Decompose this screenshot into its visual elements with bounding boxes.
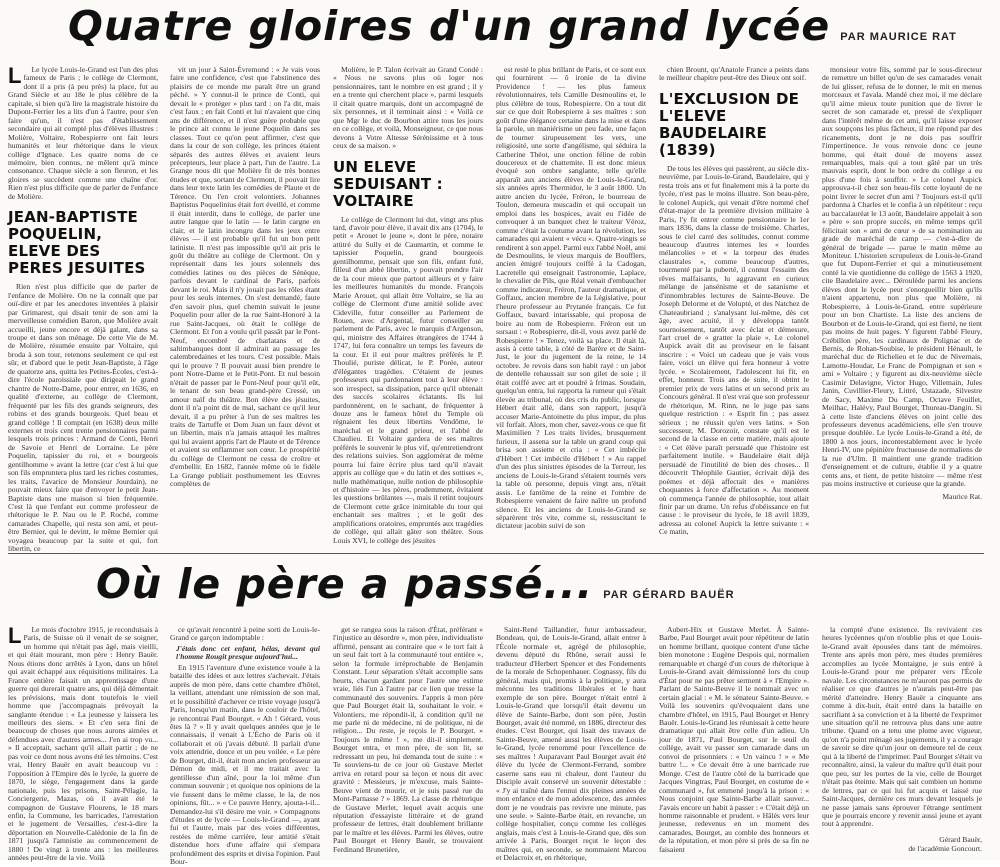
article1-col1-text: Rien n'est plus difficile que de parler de l'enfance de Molière. On ne la connaît que par ouï-dire et par les anecdotes inventées à plaisir par Grimarest, qui disait tenir de son ami la merveilleuse comédien Baron, que Molière avait accueilli, jeune encore et déjà galant, dans sa troupe et dans son ménage. De cette Vie de M. de Molière, résumée ensuite par Voltaire, qui broda à son tour, retenons seulement ce qui est sûr, et d'abord que le petit Jean-Baptiste, à l'âge de quatorze ans, quitta les Petites-Écoles, c'est-à-dire l'école paroissiale que dirigeait le grand chantre de Notre-Dame, pour entrer, en 1636, en qualité d'externe, au collège de Clermont, fréquenté par les fils des grands seigneurs, des robins et des grands bourgeois. Quel beau et grand collège ! Il comptait (en 1638) deux mille externes et trois cent trente pensionnaires parmi lesquels trois princes : Armand de Conti, Henri de Savoie et Henri de Lorraine. Le père Poquelin, tapissier du roi, et « bourgeois gentilhomme » avant la lettre (car c'est à lui que son fils empruntera plus tard les riches costumes, les traits, l'avarice de Monsieur Jourdain), ne pouvait mieux faire que d'envoyer le petit Jean-Baptiste dans une maison si bien fréquentée. C'est là que l'enfant eut comme professeur de rhétorique le P. Nau ou le P. Roché, comme camarades Chapelle, qui resta son ami, et peut-être Bernier, qui le devint, le même Bernier qui voyagea beaucoup par la suite et qui, fort libertin, ce <box>8 282 158 554</box>
article1-subhead-voltaire: UN ELEVE SEDUISANT : VOLTAIRE <box>333 157 443 210</box>
article1-col3-text2: Le collège de Clermont lui dut, vingt ans plus tard, d'avoir pour élève, il avait dix ans (1704), le petit « Arouet le jeune », dont le père, notaire attitré du Sully et de Caumartin, et comme le tapissier Poquelin, grand bourgeois gentilhomme, pensait que son fils, enfant futé, filleul d'un abbé libertin, y pouvait prendre l'air de la cour mieux que partout ailleurs et y faire les meilleures humanités du monde. François Marie Arouet, qui allait être Voltaire, se lia au collège de Clermont d'une amitié solide avec Cideville, futur conseiller au Parlement de Rouen, avec d'Argental, futur conseiller au parlement de Paris, avec le marquis d'Argenson, qui, ministre des Affaires étrangères de 1744 à 1747, lui fera connaître un temps les faveurs de la cour. Et il eut pour maîtres préférés le P. Thoulié, puriste délicat, le P. Porée, auteur d'élégantes tragédies. C'étaient de jeunes professeurs qui pardonnaient tout à leur élève : son irrespect, sa dissipation, parce qu'il obtenait des succès scolaires éclatants. Ils lui pardonnèrent, en le sachant, de fréquenter à douze ans le fameux hôtel du Temple où régnaient les deux libertins Vendôme, le maréchal et le grand prieur, et l'abbé de Chaulieu. Et Voltaire gardera de ses maîtres préférés le souvenir le plus vif, qu'entretiendront des relations suivies. Son agglomérat de mème pourra lui faire écrire plus tard qu'il n'avait appris au collège que « du latin et des sottises », nulle mathématique, nulle notion de philosophie et d'histoire — les pères, prudemment, évitaient les questions brûlantes —, mais il retint toujours de Clermont cette grâce inimitable du tour qui enchantait ses maîtres ; et le goût des amplifications oratoires, empruntés aux tragédies de collège, qui allait gâter son théâtre. Sous Louis XVI, le collège des jésuites <box>333 214 483 545</box>
article1-col4-text: est resté le plus brillant de Paris, et ce sont eux qui fournirent — ô ironie de la divine Providence ! — les plus fameux révolutionnaires, tels Camille Desmoulins et, le plus célèbre de tous, Robespierre. On a tout dit sur ce que doit Robespierre à ses maîtres : son goût d'une élégance certaine dans la mise et dans la parole, un maniérisme un peu fade, une façon de tourner sirupeusement les vers, une religiosité, une sorte d'angélisme, qui séduira la Catherine Théot, une onction féline de robin doucereux et de chattemite. Il est donc mieux évoqué son ombre sanglante, telle qu'elle apparaît aux anciens élèves de Louis-le-Grand, six années après Thermidor, le 3 août 1800. Un autre ancien du lycée, Fréron, le bourreau de Toulon, demeura muscadin et qui occupait un emploi dans les hospices, avait eu l'idée de convoquer à un banquet chez le traiteur Véroz, comme c'était la coutume avant la révolution, les camarades qui avaient « vécu ». Quatre-vingts se rendirent à son appel. Parmi eux l'abbé Noël, ami de Desmoulins, le vieux marquis de Boufflers, ancien émigré toujours coiffé à la Cadogan, Lacretelle qui enseignait l'astronomie, Laplace, le chevalier de Pils, que Réal venait d'embaucher comme indicateur, Fréron, l'auteur dramatique, et Goffaux, ancien membre de la Législative, pour l'heure professeur au Prytanée français. Ce fut Goffaux, bavard intarissable, qui proposa de boire au nom de Robespierre. Fréron eut un sursaut : « Robespierre, dit-il, vous avez parlé de Robespierre ! » Tenez, voilà sa place. Il était là, assis à cette table, à côté de Barère et de Saint-Just, le jour du jugement de la reine, le 14 octobre. Je revois dans son habit rayé : un jabot de dentelle rehaussait sur son gilet de soie ; il était coiffé avec art et poudré à frimas. Soudain, quelqu'un entra, lui rapporta la rumeur qui s'était élevée au tribunal, où des cris du public, lorsque Hébert était allé, dans son rapport, jusqu'à accuser Marie-Antoinette du plus impur, du plus vil forfait. Alors, mon cher, savez-vous ce que fit Maximilien ? Les traits livides, brusquement furieux, il assena sur la table un grand coup qui brisa son assiette et cria : « Cet imbécile d'Hébert ! Cet imbécile d'Hébert ! » Au rappel d'un des plus sinistres épisodes de la Terreur, les anciens de Louis-le-Grand s'étaient tournés vers la table où personne, depuis vingt ans, n'était assis. Le fantôme de la reine et l'ombre de Robespierre venaient de faire naître un profond silence. Et les anciens de Louis-le-Grand se séparèrent très vite, comme si, ressuscitant le dictateur jacobin suivi de son <box>496 65 646 531</box>
article-separator <box>8 553 984 554</box>
article2-byline: PAR GÉRARD BAUËR <box>603 589 735 601</box>
article1-subhead-moliere: JEAN-BAPTISTE POQUELIN, ELEVE DES PERES JESUITES <box>8 208 146 278</box>
article2-col6-text: la compté d'une existence. Ils revivaient ces heures lycéennes qu'on n'oublie plus et que Louis-le-Grand avait épousées dans tant de mémoires. Trente ans après mon père, mes études premières accomplies au lycée Montaigne, je suis entré à Louis-le-Grand pour me préparer vers l'École navale. Les circonstances ne m'auront pas permis de réaliser ce que d'autres je n'aurais peut-être pas mérité d'atteindre. Henry Bauër a cinquante ans comme à dix-huit, était entré dans la bataille en sacrifiant à sa conviction et à la liberté de l'exprimer une situation qu'il ne retrouva plus dans une autre tribune. Quand on a tenu une plume avec vigueur, qu'on n'a point ménagé ses jugements, il y a courage de savoir se dire qu'un jour on demeure tel de ceux qui à la liberté de l'imprimer. Paul Bourget s'était vu reconnaître, ainsi, la valeur du maître qu'il était pour que peu, sur les portes de la vie, celle de Bourget n'était pas éteinte. Mais qui sait combien un homme de lettres, par ce qui lui fut acquis et laissé rue Saint-Jacques, dernière ces murs devant lesquels je ne passe jamais sans éprouver l'étrange sentiment que je pourrais encore y revenir aussi jeune et ayant tout à apprendre. <box>822 625 982 829</box>
article1-intro-text: Le lycée Louis-le-Grand est l'un des plus fameux de Paris ; le collège de Clermont, dont il a pris (à peu près) la place, fut au Grand Siècle et au 18e le plus célèbre de la capitale, si bien qu'à lire la magistrale histoire du Dupont-Ferrier les a lits d'un à l'autre, pour s'en faire qu'un, il n'est pas d'établissement secondaire qui ait compté plus d'élèves illustres : Molière, Voltaire, Robespierre ont fait leurs humanités et leur rhétorique dans le vieux collège d'Ignace. Les quatre noms de ce mémoire, bien connus, ne mêlent qu'à mince consonance. Chaque siècle a son fleuron, et les gloires se succèdent comme une chaîne d'or. Rien n'est plus difficile que de parler de l'enfance de Molière. <box>8 65 158 201</box>
article1-column-5 <box>659 66 809 550</box>
article1-column-3 <box>333 66 483 550</box>
article2-column-3 <box>333 626 483 858</box>
article1-col5-text: chien Brount, qu'Anatole France a peints dans le meilleur chapitre peut-être des Dieux ont soif. <box>659 65 809 83</box>
article1-column-4 <box>496 66 646 550</box>
article1-col2-text: vit un jour à Saint-Évremond : « Je vais vous faire une confidence, c'est que l'abstinence des plaisirs de ce monde me paraît être un grand péché. » Y connut-il le prince de Conti, qui devait le « protéger » plus tard : on l'a dit, mais c'est faux ; en fait Conti et lui n'avaient que cinq ans de différence, et il n'est guère probable que le prince ait connu le jeune Poquelin dans ses classes. Tout ce qu'on peut affirmer, c'est que dans la cour de son collège, les princes étaient séparés des autres élèves et avaient leurs précepteurs, leur place à part, l'un de l'autre. La Grange nous dit que Molière fit de très bonnes études et que, sortant de Clermont, il pouvait lire dans leur texte latin les comédies de Plaute et de Térence. On l'en croit volontiers. Johannes Baptistus Poquelinius était fort éveillé, et comme il était interdit, dans le collège, de parler une autre langue que le latin — le latin cargne en clair, et le latin incongru dans les jeux entre élèves — il est probable qu'il fut un bon petit latiniste. Il n'est pas impossible qu'il ait pris le goût du théâtre au collège de Clermont. On y représentait dans les jours solennels des comédies latines ou des pièces de Sénèque, parfois devant le cardinal de Paris, parfois devant le roi. Mais il n'y jouait pas les rôles étant pour les seuls internes. On s'est demandé, faute d'en savoir plus, quel chemin suivait le jeune Poquelin pour aller de la rue Saint-Honoré à la rue Saint-Jacques, où était le collège de Clermont. Et l'on a voulu qu'il passât par le Pont-Neuf, encombré de charlatans et de saltimbanques dont il admirait au passage les calembredaines et les tours. C'est possible. Mais qui le prouve ? Il pouvait aussi bien prendre le pont Notre-Dame et le Petit-Pont. Et nul besoin n'était de passer par le Pont-Neuf pour qu'il eût, le tenant de son beau grand-père Cressé, un amour naïf du théâtre. Bon élève des jésuites, dont il n'a point dit de mal, sachant ce qu'il leur devait, il a pu prêter à l'un de ses maîtres les traits de Tartuffe et Dom Juan un faux dévot et un libertin, mais n'a jamais attaqué les maîtres qui lui avaient appris l'art de Plaute et de Térence et avaient su enflammer son cœur. Le prospérité du collège de Clermont ne cessa de croître et d'embellir. En 1682, l'année même où le fidèle La Grange publiait posthumement les Œuvres complètes de <box>170 65 320 489</box>
article1-title <box>68 2 957 50</box>
article1-byline: PAR MAURICE RAT <box>840 31 957 43</box>
article2-col5-text: Aubert-Hix et Gustave Merlet. À Sainte-Barbe, Paul Bourget avait pour répétiteur de latin un homme brillant, quoique content d'une tâche bien monotone : Eugène Despois qui, normalien remarquable et chargé d'un cours de rhétorique à Louis-le-Grand avait démissionné lors du coup d'État pour ne pas prêter serment à « l'Empire ». Parlant de Sainte-Beuve il le nommait avec un certain glacial : « M. le sénateur Sainte-Beuve. » Voilà les souvenirs qu'évoquaient dans une chambre d'hôtel, en 1915, Paul Bourget et Henry Bauër. Louis-le-Grand les réunissait à cette heure dramatique qui allait être celle d'un adieu. Un jour de 1871, Paul Bourget, sur le seuil du collège, avait vu passer son camarade dans un convoi de prisonniers : « Un vaincu ! » « Me battre !... » Ce devait être à une barricade rue Monge. C'est de l'autre côté de la barricade que Jacques Vingtras, Paul Bourget, en costume de « communard », fut emmené jusqu'à la prison : « Nous conjoint que Sainte-Barbe allait sauver... J'avais encore un habit à passer : « C'était déjà un homme raisonnable et prudent. » Hâlés vers leur jeunesse, redevenus en un moment des camarades, Bourget, au comble des honneurs et de la réputation, et mon père si près de sa fin ne faisaient <box>659 625 809 854</box>
article2-title <box>96 560 735 608</box>
article2-column-2 <box>170 625 320 867</box>
article1-col5-text2: De tous les élèves qui passèrent, au siècle dix-neuvième, par Louis-le-Grand, Baudelaire, qui y resta trois ans et fut finalement mis à la porte du lycée, n'est pas le moins illustre. Son beau-père, le colonel Aupick, qui venait d'être nommé chef d'état-major de la première division militaire à Paris, l'y fit entrer comme pensionnaire le 1er mars 1836, dans la classe de troisième. Charles, sous le ciel carré des solitudes, connut comme beaucoup d'autres internes les « lourdes mélancolies » et « la torpeur des études claustrales », comme beaucoup d'autres, tourmenté par la puberté, il connut l'essaim des rêves malfaisants, lu aggravant en curieux mélange de jansénisme et de satanisme et d'innombrables lectures de Sainte-Beuve. De Joseph Delorme et de Volupté, et des Natchez de Chateaubriand ; s'analysant lui-même, dès cet âge, avec acuité, il y développa tantôt sournoisement, tantôt avec éclat et démesure, l'art cruel de « gratter la plaie ». Le colonel Aupick avait dit au proviseur en le faisant inscrire : « Voici un cadeau que je vais vous faire, voici un élève qui fera honneur à votre lycée. » Scolairement, l'adolescent lui fit, en effet, honneur. Trois ans de suite, il obtint le premier prix de vers latins et un second prix au Concours général. Il n'est vrai que son professeur de rhétorique, M. Rinn, ne le juge pas sans quelque restriction : « Esprit fin ; pas assez sérieux ; ne réussit qu'en vers latins. » Son successeur, M. Dorozoir, constate qu'il est le second de la classe en cette matière, mais ajoute : « Cet élève paraît persuadé que l'histoire est parfaitement inutile. » Baudelaire était déjà persuadé de l'inutilité de bien des choses... Il découvrit Théophile Gautier, écrivait déjà des poèmes et déjà affectait des « manières choquantes à force d'affectation ». Au moment où commença l'année de philosophie, tout allait finir par un drame. Un refus d'obéissance en fut cause : le proviseur du lycée, le 18 avril 1839, adressa au colonel Aupick la lettre suivante : « Ce matin, <box>659 163 809 537</box>
article1-column-1 <box>8 63 158 554</box>
article2-headline: Où le père a passé... <box>96 560 594 608</box>
article2-signature-name: Gérard Bauër, <box>939 834 982 844</box>
article2-column-4 <box>496 625 646 863</box>
article2-col1-text <box>8 623 158 863</box>
article2-col2-text: ce qu'avait rencontré à peine sorti de Louis-le-Grand ce garçon indomptable : <box>170 625 320 643</box>
article1-column-6 <box>822 66 982 550</box>
article1-col3-text: Molière, le P. Talon écrivait au Grand Condé : « Nous ne savons plus où loger nos pensionnaires, tant le nombre en est grand ; il y en a trente qui cherchent place », parmi lesquels il citait quatre marquis, dont un accompagné de six personnes, et il terminait ainsi : « Voilà ce que Mgr le duc de Bourbon attire tous les jours en ce collège, et voilà, Monseigneur, ce que nous devons à Votre Altesse Sérénissime et à tous ceux de sa maison. » <box>333 65 483 151</box>
article1-headline: Quatre gloires d'un grand lycée <box>68 2 831 50</box>
article1-signature: Maurice Rat. <box>942 491 982 501</box>
article1-subhead-baudelaire: L'EXCLUSION DE L'ELEVE BAUDELAIRE (1839) <box>659 89 800 159</box>
article1-col6-text: monsieur votre fils, sommé par le sous-directeur de remettre un billet qu'un de ses camarades venait de lui glisser, refusa de le donner, le mit en menus morceaux et l'avala. Mandé chez moi, il me déclare qu'il aime mieux toute punition que de livrer le secret de son camarade et, pressé de s'expliquer dans l'intérêt même de cet ami, qu'il laisse exposer aux soupçons les plus fâcheux, il me répond par des ricanements, dont je ne dois pas souffrir l'impertinence. Je vous renvoie donc ce jeune homme, qui était doué de moyens assez remarquables, mais qui a tout gâté par un très mauvais esprit, dont le bon ordre du collège a eu plus d'une fois à souffrir. » Le colonel Aupick approuva-t-il chez son beau-fils cette loyauté de ne point livrer le secret d'un ami ? Toujours est-il qu'il pardonna à Charles et le confia à un répétiteur : reçu au baccalauréat le 13 août, Baudelaire appelait à son « père » son propre succès, en même temps qu'il félicitait son « ami de cœur » de sa nomination au grade de maréchal de camp — c'est-à-dire de général de brigade — parue le matin même au Moniteur. L'historien scrupuleux de Louis-le-Grand que fut Dupont-Ferrier et qui a minutieusement conté la vie quotidienne du collège de 1563 à 1920, cite Baudelaire avec... Déroulède parmi les anciens élèves dont le lycée peut s'enorgueillir bien qu'ils n'aient appartenu, non plus que Molière, ni Robespierre, à Louis-le-Grand, entre supérieure pour un bon Chartiste. La liste des anciens de Bourbon et de Louis-le-Grand, qui est fierté, ne tient pas moins de huit pages. Y figurent l'abbé Fleury, Crébillon père, les cardinaux de Polignac et de Bernis, de Rohan-Soubise, le président Hénault, le maréchal duc de Richelieu et le duc de Nivernais, Lamotte-Houdar, Le Franc de Pompignan et son « ami » Voltaire ; y figurent au dix-neuvième siècle Casimir Delavigne, Victor Hugo, Villemain, Jules Janin, Cuvillier-Fleury, Littré, Ustazade, Silvestre de Sacy, Maxime Du Camp, Octave Feuillet, Meilhac, Halévy, Paul Bourget, Thureau-Dangin. Si à cette liste d'anciens élèves on joint celle des professeurs devenus académiciens, elle s'en trouve presque doublée. Le lycée Louis-le-Grand a été, de 1800 à nos jours, incontestablement avec le lycée Henri-IV, une pépinière fructueuse de normaliens de la rue d'Ulm. Il maintient une grande tradition d'enseignement et de culture, établie il y a quatre cents ans, et tient, de petite histoire — même n'est pas moins instructive et curieuse que la grande. <box>822 65 982 489</box>
article2-col3-text: get se rangea sous la raison d'État, préférant « l'injustice au désordre », mon père, individualiste affirmé, pensant au contraire que « le tort fait à un seul fait tort à la communauté tout entière », selon la formule irréprochable de Benjamin Constant. Leur séparation s'était accomplie sans heurts, chacun gardant pour l'autre une estime vraie, liés l'un à l'autre par ce lien que tresse la communauté des souvenirs. J'appris à mon père que Paul Bourget était là, souhaitant le voir. « Volontiers, me répondit-il, à condition qu'il ne me parle ni de médecine, ni de politique, ni de religion... Du reste, je reçois le P. Bourget. » Toujours le même ! », me dit-il simplement. Bourget entra, et mon père, de son lit, se redressant un peu, lui demanda tout de suite : « Te souviens-tu de ce jour où Gustave Merlet arriva en retard pour sa leçon et nous dit avec gravité : Messieurs, je m'excuse, mais Sainte-Beuve vient de mourir, et je suis passé rue du Mont-Parnasse ? » 1869. La classe de rhétorique de Gustave Merlet, lequel avait acquis une réputation d'essayiste littéraire et de grand professeur de lettres, était doublement brillante par le maître et les élèves. Parmi les élèves, outre Paul Bourget et Henry Bauër, se trouvaient Ferdinand Brunetière, <box>333 625 483 854</box>
article2-col2-text2: En 1915 l'aventure d'une existence vouée à la bataille des idées et aux lettres s'achevait. J'étais auprès de mon père, dans cette chambre d'hôtel, la veillant, attendant une rémission de son mal, et le possibilité d'achever ce triste voyage jusqu'à Paris, lorsqu'un matin, dans le couloir de l'hôtel, je rencontrai Paul Bourget. « Ah ! Gérard, vous êtes là ? » Il y avait quelques années que je le connaissais, il venait à L'Écho de Paris où il collaborait et où j'avais débuté. Il parlait d'une voix attendrie, douce et un peu voilée. « Le père de Bourget, dit-il, était mon ancien professeur au Démon de midi, et il me traitait avec la gentillesse d'un aîné, pour la loi même d'un commun souvenir ; et quoique nos opinions de la vie fussent dans le même classe, le la, de nos opinions, fût... » « Ce pauvre Henry, ajouta-t-il... Demandez-lui s'il désire me voir. » Compagnons d'études et de lycée — Louis-le-Grand —, ayant fui et l'autre, mais par des voies différentes, restées de même carrière, leur amitié s'était distendue hors d'une affaire qui s'empara profondément des esprits et divisa l'opinion. Paul Bour- <box>170 662 320 867</box>
article1-column-2 <box>170 66 320 550</box>
article2-poem: J'étais donc cet enfant, hélas, devant qui l'homme Rougit presque aujourd'hui... <box>176 643 320 662</box>
article2-column-5 <box>659 626 809 858</box>
article2-column-1 <box>8 623 158 863</box>
article1-intro <box>8 63 158 201</box>
article2-column-6 <box>822 626 982 858</box>
article2-col4-text: Saint-René Taillandier, futur ambassadeur, Bondeau, qui, de Louis-le-Grand, allait entrer à l'École normale et, agrégé de philosophie, devenu député du Rhône, serait aussi le traducteur d'Herbert Spencer et des Fondements de la morale de Schopenhauer. Cognassy, fils du général, mais qui, promis à la politique, y aura méconnu les traditions libérales et le haut exemple de son père. Bourget n'était entré à Louis-le-Grand que lorsqu'il était devenu un élève de Sainte-Barbe, dont son père, Justin Bourget, avait été nommé, en 1886, directeur des études. C'est Bourget, qui lisait des travaux de Sainte-Beuve, amené aussi les élèves de Louis-le-Grand, lycée renommé pour l'excellence de ses maîtres ! Auparavant Paul Bourget avait été élève du lycée de Clermont-Ferrand, sombre caserne sans eau ni chaleur, dont l'auteur du Disciple avait conservé un souvenir détestable : « J'y ai traîné dans l'ennui dix pleines années de mon enfance et de mon adolescence, des années dont je ne voudrais pas revivre une minute, pas une seule. » Sainte-Barbe était, en revanche, un collège hospitalier, conçu comme les collèges anglais, mais c'est à Louis-le-Grand que, dès son arrivée à Paris, Bourget reçut le leçon des maîtres qui, en seconde, se nommaient Marcou et Delacroix et, en rhétorique, <box>496 625 646 863</box>
article2-col1-body: Le mois d'octobre 1915, je reconduisais à Paris, de Suisse où il venait de se soigner, un homme qui n'était pas âgé, mais vieilli, et qui était mourant, mon père : Henry Bauër. Nous étions donc arrêtés à Lyon, dans un hôtel qui avait échappé aux réquisitions militaires. La France entière faisait un apprentissage d'une guerre qui durerait quatre ans, qui déjà démentait les prévisions, mais dont toutefois le vieil homme que j'accompagnais prévoyait la sanglante étendue : « La jeunesse y laissera les meilleurs des siens. » Et c'en sera fini de beaucoup de choses que nous aurons aimées et défendues avec d'autres armes... J'en ai trop vu... » Il acceptait, sachant qu'il allait partir ; de ne pas voir ce dont nous avons été les témoins. C'est vrai, Henry Bauër en avait beaucoup vu : l'opposition à l'Empire dès le lycée, la guerre de 1870, le siège, l'engagement dans la garde nationale, puis les prisons, Saint-Pélagie, la Conciergerie, Mazas, où il avait été le compagnon de Gustave Flourens, le 18 mars enfin, la Commune, les barricades, l'arrestation et le jugement de Versailles, c'est-à-dire la déportation en Nouvelle-Calédonie de la fin de 1871 jusqu'à l'amnistie au commencement de 1880 ! De vingt à trente ans : les meilleures années peut-être de la vie. Voilà <box>8 625 158 863</box>
article2-signature <box>822 835 982 853</box>
article2-signature-affiliation: de l'académie Goncourt. <box>908 843 982 853</box>
drop-cap: L <box>8 63 22 88</box>
drop-cap-2: L <box>8 623 22 648</box>
